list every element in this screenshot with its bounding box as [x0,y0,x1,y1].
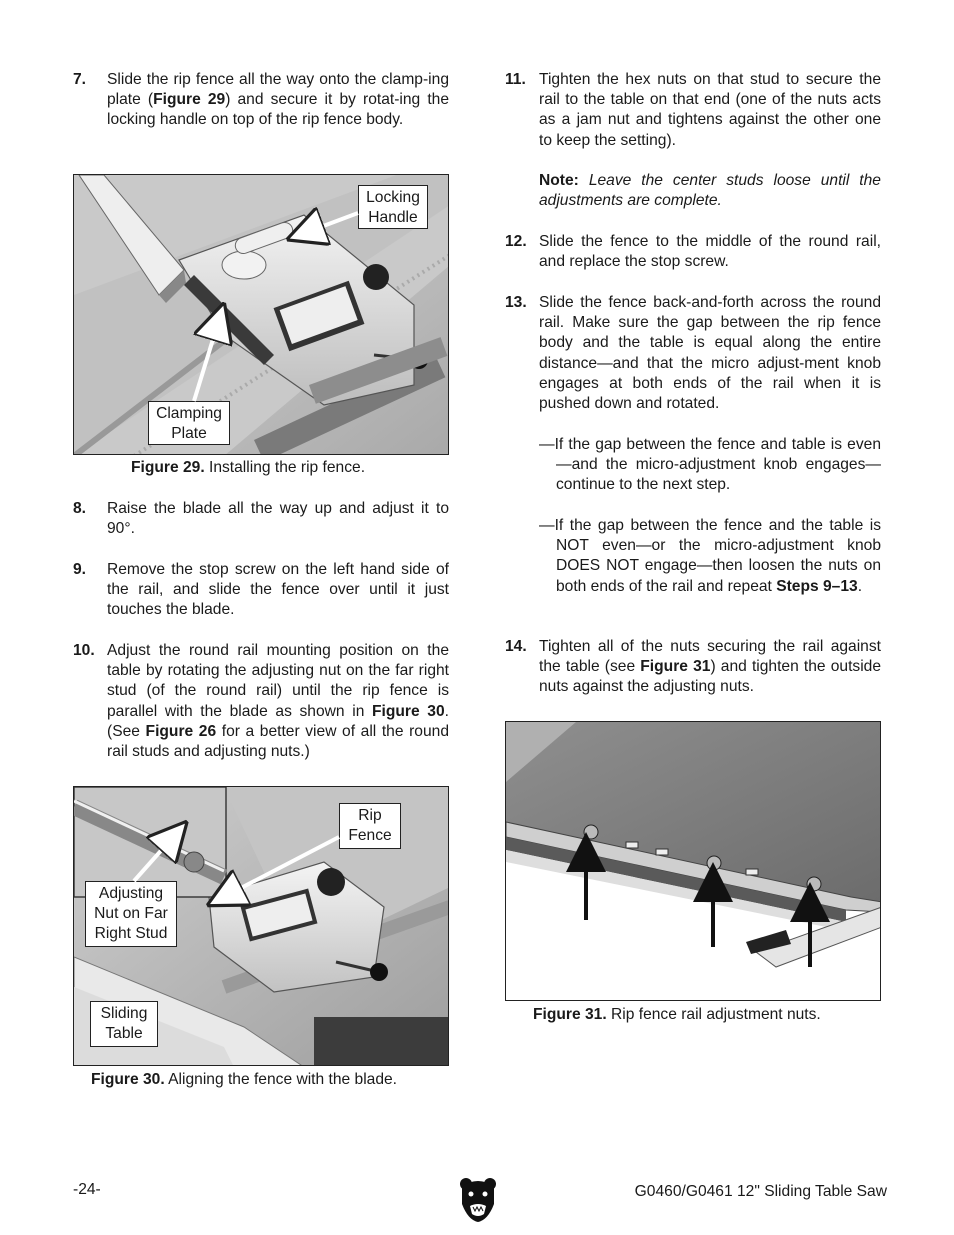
callout-adjusting-nut: Adjusting Nut on Far Right Stud [85,881,177,947]
step-13: 13. Slide the fence back-and-forth across the round rail. Make sure the gap between the rip fence body and the table is equal along the entire distance—and that the micro adjust-ment knob engages at both ends of the rail when it is pushed down and rotated. [505,294,881,413]
callout-rip-fence: Rip Fence [339,803,401,849]
figure-29 [73,174,449,455]
bullet-even: —If the gap between the fence and table is even—and the micro-adjustment knob engages—continue to the next step. [539,436,881,494]
step-9: 9. Remove the stop screw on the left hand side of the rail, and slide the fence over until it just touches the blade. [73,561,449,619]
callout-clamping-plate: Clamping Plate [148,401,230,445]
bullet-not-even: —If the gap between the fence and the table is NOT even—or the micro-adjustment knob DOES NOT engage—then loosen the nuts on both ends of the rail and repeat Steps 9–13. [539,517,881,595]
bear-logo-icon [458,1176,498,1222]
step-11: 11. Tighten the hex nuts on that stud to secure the rail to the table on that end (one of the nuts acts as a jam nut and tightens against the other one to keep the setting). [505,71,881,149]
note: Note: Leave the center studs loose until the adjustments are complete. [539,172,881,210]
manual-title: G0460/G0461 12" Sliding Table Saw [634,1183,887,1200]
callout-locking-handle: Locking Handle [358,185,428,229]
step-8: 8. Raise the blade all the way up and adjust it to 90°. [73,500,449,538]
step-14: 14. Tighten all of the nuts securing the rail against the table (see Figure 31) and tighten the outside nuts against the adjusting nuts. [505,638,882,696]
figure-30-caption: Figure 30. Aligning the fence with the blade. [91,1071,398,1088]
step-10: 10. Adjust the round rail mounting position on the table by rotating the adjusting nut on the far right stud (of the round rail) until the rip fence is parallel with the blade as shown in Figure 30. (See Figure 26 for a better view of all the round rail studs and adjusting nuts.) [73,642,449,761]
step-7: 7. Slide the rip fence all the way onto the clamp-ing plate (Figure 29) and secure it by rotat-ing the locking handle on top of the rip fence body. [73,71,449,129]
figure-31-photo [506,722,881,1001]
step-12: 12. Slide the fence to the middle of the round rail, and replace the stop screw. [505,233,881,271]
page-number: -24- [73,1181,101,1198]
figure-30 [73,786,449,1066]
figure-31 [505,721,881,1001]
figure-29-caption: Figure 29. Installing the rip fence. [131,459,366,476]
callout-sliding-table: Sliding Table [90,1001,158,1047]
figure-31-caption: Figure 31. Rip fence rail adjustment nuts. [533,1006,821,1023]
